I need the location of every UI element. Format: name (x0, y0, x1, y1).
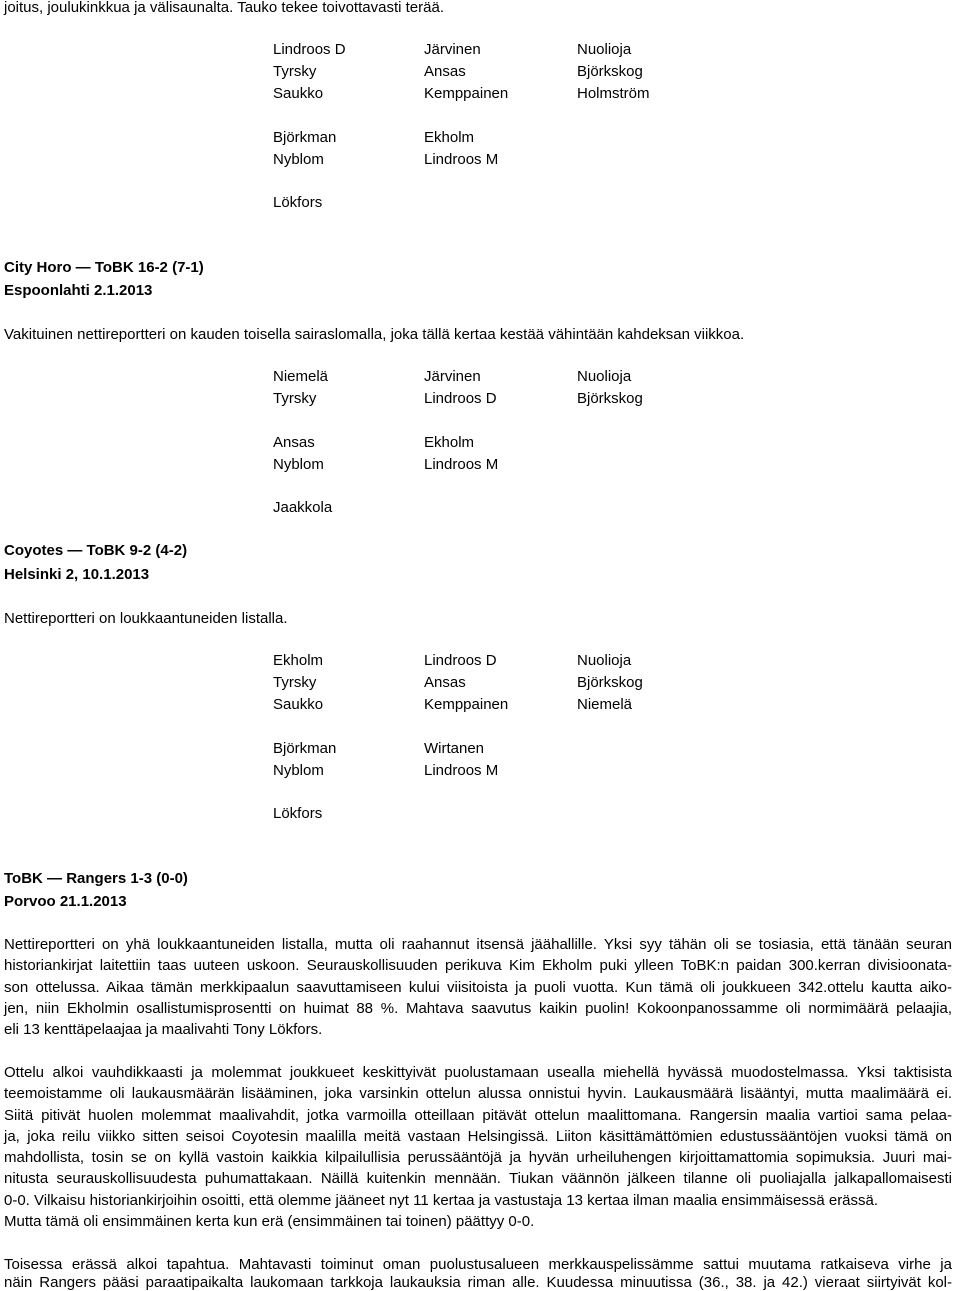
player-name: Tyrsky (273, 674, 317, 691)
report-line: ja, joka reilu viikko sitten seisoi Coyotesin maalilla meitä vastaan Helsingissä. Liiton käsittämättömien edustussääntöjen vuoksi tämä on (4, 1127, 952, 1145)
player-name: Niemelä (273, 368, 329, 385)
player-name: Järvinen (424, 41, 481, 58)
player-name: Björkskog (577, 63, 643, 80)
player-name: Ansas (424, 63, 466, 80)
goalie-name: Jaakkola (273, 499, 333, 516)
report-line: Siitä pitivät huolen molemmat maalivahdit, jotka varmoilla otteillaan pitävät ottelun maalittomana. Rangersin maalia vartioi sama pelaa- (4, 1106, 952, 1124)
game-venue-date: Espoonlahti 2.1.2013 (4, 282, 153, 299)
player-name: Lindroos M (424, 151, 499, 168)
report-line: teemoistamme oli laukausmäärän lisääminen, joka varsinkin ottelun alussa onnistui hyvin. Laukausmäärä lisääntyi, mutta maalimäärä ei. (4, 1085, 952, 1103)
player-name: Järvinen (424, 368, 481, 385)
game-title: City Horo — ToBK 16-2 (7-1) (4, 259, 204, 276)
goalie-row (0, 497, 960, 519)
lineup-previous-game (0, 39, 960, 214)
player-name: Saukko (273, 85, 324, 102)
report-line: Ottelu alkoi vauhdikkaasti ja molemmat joukkueet keskittyivät puolustamaan usealla miehellä hyvässä muodostelmassa. Yksi taktisista (4, 1064, 952, 1081)
goalie-name: Lökfors (273, 194, 323, 211)
player-name: Kemppainen (424, 85, 509, 102)
report-line: mahdollista, tosin se on kyllä vastoin kaikkia kilpailullisia perussääntöjä ja hyvän urheiluhengen kirjoittamattomia sopimuksia. Juuri mai- (4, 1149, 952, 1167)
defense-pair (0, 760, 960, 782)
player-name: Tyrsky (273, 390, 317, 407)
player-name: Björkman (273, 129, 337, 146)
player-name: Björkskog (577, 674, 643, 691)
forward-line (0, 694, 960, 716)
player-name: Tyrsky (273, 63, 317, 80)
forward-line (0, 366, 960, 388)
defense-pair (0, 738, 960, 760)
lineup-game-1 (0, 366, 960, 519)
player-name: Saukko (273, 696, 324, 713)
player-name: Holmström (577, 85, 650, 102)
report-text: Nettireportteri on loukkaantuneiden listalla. (4, 610, 288, 627)
goalie-row (0, 192, 960, 214)
player-name: Lindroos M (424, 762, 499, 779)
forward-line (0, 650, 960, 672)
player-name: Ansas (424, 674, 466, 691)
report-line: Nettireportteri on yhä loukkaantuneiden listalla, mutta oli raahannut itsensä jäähallille. Yksi syy tähän oli se tosiasia, että tänään seuran (4, 936, 952, 953)
player-name: Nuolioja (577, 41, 632, 58)
game-title: ToBK — Rangers 1-3 (0-0) (4, 870, 188, 887)
forward-line (0, 672, 960, 694)
report-tail: joitus, joulukinkkua ja välisaunalta. Tauko tekee toivottavasti terää. (4, 0, 444, 16)
player-name: Ekholm (424, 129, 475, 146)
report-line: nitusta seurauskollisuudesta puhumattakaan. Näillä kuitenkin mennään. Tiukan väännön jälkeen tilanne oli puoliajalla jalkapallomaisesti (4, 1170, 952, 1188)
report-line: 0-0. Vilkaisu historiankirjoihin osoitti, että olemme jääneet nyt 11 kertaa ja vastustaja 13 kertaa ilman maalia ensimmäisessä erässä. (4, 1191, 879, 1209)
player-name: Björkskog (577, 390, 643, 407)
report-line: näin Rangers pääsi paraatipaikalta laukomaan tarkkoja laukauksia riman alle. Kuudessa minuutissa (36., 38. ja 42.) vieraat siirtyivät kol- (4, 1274, 952, 1291)
defense-pair (0, 149, 960, 171)
forward-line (0, 61, 960, 83)
player-name: Ekholm (273, 652, 324, 669)
forward-line (0, 39, 960, 61)
player-name: Nyblom (273, 151, 324, 168)
report-line: Toisessa erässä alkoi tapahtua. Mahtavasti toiminut oman puolustusalueen merkkauspelissämme sattui muutama ratkaiseva virhe ja (4, 1256, 952, 1273)
report-paragraph (4, 1254, 952, 1291)
report-line: eli 13 kenttäpelaajaa ja maalivahti Tony Lökfors. (4, 1021, 323, 1039)
goalie-name: Lökfors (273, 805, 323, 822)
player-name: Kemppainen (424, 696, 509, 713)
player-name: Ansas (273, 434, 315, 451)
report-line: Mutta tämä oli ensimmäinen kerta kun erä (ensimmäinen tai toinen) päättyy 0-0. (4, 1213, 535, 1231)
player-name: Lindroos D (273, 41, 346, 58)
player-name: Nuolioja (577, 368, 632, 385)
game-title: Coyotes — ToBK 9-2 (4-2) (4, 542, 188, 559)
report-line: historiankirjat laitettiin taas uuteen uskoon. Seurauskollisuuden perikuva Kim Ekholm puki ylleen ToBK:n paidan 300.kerran divisioonata- (4, 957, 952, 975)
forward-line (0, 388, 960, 410)
player-name: Nyblom (273, 762, 324, 779)
game-venue-date: Helsinki 2, 10.1.2013 (4, 566, 150, 583)
game-venue-date: Porvoo 21.1.2013 (4, 893, 127, 910)
player-name: Nuolioja (577, 652, 632, 669)
goalie-row (0, 803, 960, 825)
player-name: Björkman (273, 740, 337, 757)
player-name: Nyblom (273, 456, 324, 473)
report-paragraph (4, 934, 952, 1040)
player-name: Lindroos D (424, 652, 497, 669)
forward-line (0, 83, 960, 105)
defense-pair (0, 127, 960, 149)
report-line: son ottelussa. Aikaa tämän merkkipaalun saavuttamiseen kului viisitoista ja puoli vuotta. Kun tämä oli joukkueen 342.ottelu kautta aiko- (4, 978, 952, 996)
player-name: Lindroos D (424, 390, 497, 407)
player-name: Wirtanen (424, 740, 485, 757)
player-name: Lindroos M (424, 456, 499, 473)
defense-pair (0, 432, 960, 454)
lineup-game-2 (0, 650, 960, 825)
report-paragraph (4, 1062, 952, 1232)
defense-pair (0, 454, 960, 476)
player-name: Niemelä (577, 696, 633, 713)
report-text: Vakituinen nettireportteri on kauden toisella sairaslomalla, joka tällä kertaa kestää vähintään kahdeksan viikkoa. (4, 326, 745, 343)
player-name: Ekholm (424, 434, 475, 451)
report-line: jen, niin Ekholmin osallistumisprosentti on huimat 88 %. Mahtava saavutus kaikin puolin! Kokoonpanossamme oli normimäärä pelaajia, (4, 999, 952, 1017)
